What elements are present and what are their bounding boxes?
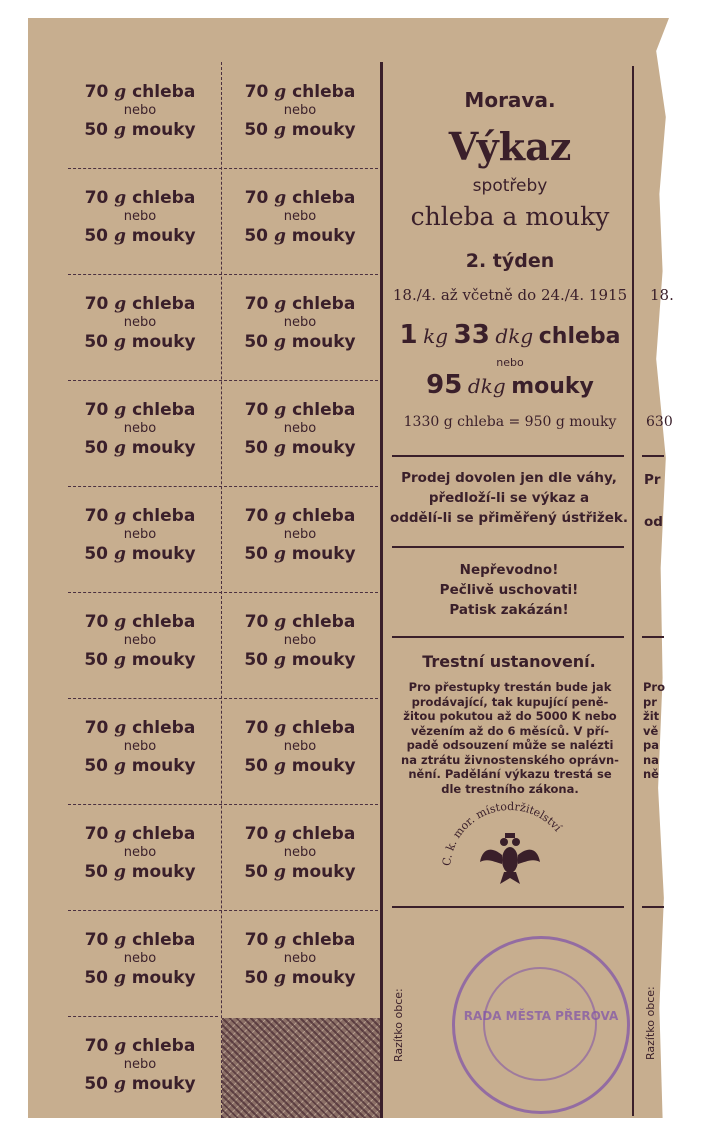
penalty-fragment-line: pa [643, 738, 659, 752]
coupon-word: mouky [131, 650, 196, 670]
coupon-stub [220, 592, 380, 698]
coupon-word: mouky [291, 332, 356, 352]
coupon-word: chleba [132, 82, 196, 102]
coupon-word: mouky [131, 226, 196, 246]
coupon-flour [60, 332, 220, 352]
coupon-stub [220, 804, 380, 910]
coupon-num: 70 [84, 1036, 109, 1056]
coupon-unit: g [113, 650, 126, 670]
coupon-flour [220, 968, 380, 988]
coupon-unit: g [113, 226, 126, 246]
coupon-word: chleba [292, 82, 356, 102]
coupon-flour [60, 756, 220, 776]
perforation-horizontal [68, 698, 378, 699]
coupon-flour [220, 226, 380, 246]
coupon-unit: g [113, 438, 126, 458]
coupon-unit: g [114, 188, 127, 208]
validity-dates: 18./4. až včetně do 24./4. 1915 [392, 286, 628, 304]
penalty-fragment-line: Pro [643, 680, 666, 694]
coupon-unit: g [113, 120, 126, 140]
coupon-unit: g [273, 332, 286, 352]
seal-text: C. k. mor. místodržitelství [440, 800, 565, 867]
penalty-line: nění. Padělání výkazu trestá se [408, 767, 612, 781]
coupon-num: 50 [84, 756, 109, 776]
coupon-bread [220, 188, 380, 208]
coupon-flour [60, 862, 220, 882]
next-card-equation-fragment: 630 [646, 414, 673, 430]
coupon-unit: g [274, 930, 287, 950]
sale-rule-line: oddělí-li se přiměřený ústřižek. [389, 510, 629, 526]
perforation-horizontal [68, 274, 378, 275]
coupon-or: nebo [283, 315, 317, 330]
sale-rule-line: předloží-li se výkaz a [428, 490, 590, 506]
penalty-line: dle trestního zákona. [441, 781, 579, 796]
coupon-word: chleba [132, 930, 196, 950]
coupon-word: mouky [291, 756, 356, 776]
perforation-horizontal [68, 910, 378, 911]
coupon-flour [220, 862, 380, 882]
warnings [388, 560, 630, 620]
coupon-or: nebo [123, 845, 157, 860]
warning-line: Nepřevodno! [459, 562, 559, 578]
coupon-word: chleba [292, 930, 356, 950]
coupon-num: 50 [84, 332, 109, 352]
coupon-num: 70 [244, 82, 269, 102]
svg-text:C. k. mor. místodržitelství [440, 800, 564, 867]
perforation-horizontal [68, 168, 378, 169]
unit-kg: kg [423, 324, 449, 348]
coupon-word: chleba [132, 824, 196, 844]
coupon-unit: g [113, 544, 126, 564]
coupon-num: 70 [84, 82, 109, 102]
coupon-word: mouky [291, 544, 356, 564]
coupon-bread [60, 824, 220, 844]
coupon-stub [220, 274, 380, 380]
coupon-stub [220, 62, 380, 168]
coupon-bread [220, 506, 380, 526]
coupon-unit: g [114, 718, 127, 738]
penalty-line: Pro přestupky trestán bude jak [408, 680, 612, 694]
coupon-bread [60, 400, 220, 420]
penalty-line: na ztrátu živnostenského oprávn- [401, 752, 619, 767]
unit-flour-dkg: dkg [467, 374, 506, 398]
coupon-or: nebo [123, 421, 157, 436]
divider-4 [392, 906, 624, 908]
coupon-stub [60, 168, 220, 274]
coupon-word: chleba [292, 718, 356, 738]
coupon-or: nebo [283, 951, 317, 966]
coupon-flour [220, 438, 380, 458]
coupon-num: 70 [244, 612, 269, 632]
coupon-flour [60, 544, 220, 564]
coupon-bread [220, 930, 380, 950]
coupon-word: chleba [292, 400, 356, 420]
coupon-num: 50 [244, 650, 269, 670]
coupon-or: nebo [123, 951, 157, 966]
coupon-bread [220, 400, 380, 420]
coupon-unit: g [273, 544, 286, 564]
coupon-num: 70 [244, 718, 269, 738]
coupon-flour [220, 756, 380, 776]
coupon-unit: g [274, 612, 287, 632]
coupon-unit: g [114, 506, 127, 526]
municipal-stamp-label: Razítko obce: [392, 988, 405, 1062]
coupon-stub [60, 592, 220, 698]
coupon-bread [60, 612, 220, 632]
coupon-num: 70 [244, 188, 269, 208]
coupon-word: mouky [291, 226, 356, 246]
coupon-word: mouky [131, 862, 196, 882]
penalty-fragment-line: vě [643, 723, 659, 738]
coupon-num: 70 [244, 400, 269, 420]
perforation-horizontal [68, 486, 378, 487]
coupon-unit: g [114, 1036, 127, 1056]
coupon-stub [220, 168, 380, 274]
allowance-bread [390, 320, 630, 350]
coupon-unit: g [273, 120, 286, 140]
coupon-word: chleba [132, 1036, 196, 1056]
coupon-stub [220, 910, 380, 1016]
penalty-text [388, 680, 632, 796]
coupon-word: chleba [292, 506, 356, 526]
coupon-word: chleba [132, 612, 196, 632]
municipal-council-stamp [452, 936, 630, 1114]
coupon-unit: g [114, 400, 127, 420]
coupon-or: nebo [283, 209, 317, 224]
coupon-bread [220, 718, 380, 738]
coupon-num: 50 [244, 968, 269, 988]
coupon-unit: g [273, 650, 286, 670]
coupon-stub [60, 380, 220, 486]
coupon-unit: g [274, 400, 287, 420]
coupon-or: nebo [123, 633, 157, 648]
coupon-num: 50 [244, 862, 269, 882]
coupon-word: mouky [291, 862, 356, 882]
coupon-bread [60, 930, 220, 950]
coupon-num: 50 [84, 120, 109, 140]
coupon-word: mouky [291, 650, 356, 670]
coupon-num: 70 [84, 824, 109, 844]
coupon-unit: g [274, 506, 287, 526]
coupon-flour [60, 120, 220, 140]
coupon-unit: g [114, 930, 127, 950]
coupon-flour [220, 120, 380, 140]
coupon-num: 50 [244, 544, 269, 564]
coupon-unit: g [273, 226, 286, 246]
coupon-word: chleba [292, 824, 356, 844]
next-card-sale-fragment: Pr [644, 472, 661, 488]
coupon-word: mouky [291, 968, 356, 988]
coupon-num: 50 [84, 226, 109, 246]
coupon-or: nebo [283, 633, 317, 648]
coupon-bread [60, 82, 220, 102]
coupon-num: 50 [84, 968, 109, 988]
coupon-unit: g [113, 756, 126, 776]
coupon-num: 50 [84, 862, 109, 882]
coupon-num: 50 [84, 438, 109, 458]
coupon-or: nebo [283, 527, 317, 542]
coupon-stub [220, 486, 380, 592]
coupon-stub [60, 698, 220, 804]
divider-2 [392, 546, 624, 548]
warning-line: Pečlivě uschovati! [439, 582, 579, 598]
coupon-flour [60, 1074, 220, 1094]
coupon-word: mouky [131, 544, 196, 564]
coupon-num: 50 [244, 756, 269, 776]
perforation-horizontal [68, 1016, 218, 1017]
penalty-line: prodávající, tak kupující peně- [411, 694, 609, 709]
coupon-stub [60, 274, 220, 380]
coupon-unit: g [273, 862, 286, 882]
coupon-num: 70 [244, 506, 269, 526]
coupon-word: mouky [131, 438, 196, 458]
coupon-bread [60, 294, 220, 314]
coupon-word: mouky [291, 120, 356, 140]
coupon-word: mouky [131, 1074, 196, 1094]
week-label: 2. týden [465, 250, 555, 272]
coupon-stub [60, 804, 220, 910]
next-card-sale-fragment: od [644, 514, 663, 530]
penalty-title: Trestní ustanovení. [422, 652, 596, 671]
amount-kg: 1 [399, 320, 418, 350]
coupon-flour [60, 226, 220, 246]
coupon-unit: g [113, 1074, 126, 1094]
coupon-num: 70 [244, 824, 269, 844]
coupon-num: 70 [84, 188, 109, 208]
coupon-unit: g [274, 824, 287, 844]
coupon-bread [220, 824, 380, 844]
next-card-divider [642, 906, 664, 908]
coupon-word: mouky [131, 332, 196, 352]
perforation-horizontal [68, 592, 378, 593]
main-divider [380, 62, 383, 1118]
coupon-flour [60, 968, 220, 988]
coupon-num: 50 [244, 120, 269, 140]
coupon-num: 50 [244, 332, 269, 352]
perforation-horizontal [68, 380, 378, 381]
sale-rule [388, 468, 630, 528]
coupon-or: nebo [123, 103, 157, 118]
coupon-unit: g [114, 612, 127, 632]
coupon-word: chleba [132, 400, 196, 420]
perforation-horizontal [68, 804, 378, 805]
coupon-num: 70 [244, 294, 269, 314]
coupon-unit: g [274, 294, 287, 314]
conversion-equation: 1330 g chleba = 950 g mouky [403, 414, 617, 430]
divider-1 [392, 455, 624, 457]
coupon-bread [220, 82, 380, 102]
card-title: Výkaz [448, 124, 572, 169]
coupon-num: 70 [84, 612, 109, 632]
coupon-or: nebo [283, 103, 317, 118]
coupon-or: nebo [123, 315, 157, 330]
sale-rule-line: Prodej dovolen jen dle váhy, [401, 470, 617, 486]
coupon-stub [220, 380, 380, 486]
coupon-bread [60, 1036, 220, 1056]
allowance-flour [390, 370, 630, 400]
coupon-or: nebo [123, 209, 157, 224]
coupon-or: nebo [123, 527, 157, 542]
coupon-bread [60, 506, 220, 526]
unit-dkg: dkg [495, 324, 534, 348]
coupon-flour [60, 438, 220, 458]
coupon-or: nebo [123, 1057, 157, 1072]
subtitle-usage: spotřeby [472, 176, 548, 196]
right-divider [632, 66, 634, 1116]
coupon-unit: g [114, 82, 127, 102]
coupon-word: mouky [291, 438, 356, 458]
coupon-unit: g [113, 332, 126, 352]
coupon-bread [220, 294, 380, 314]
coupon-bread [60, 188, 220, 208]
coupon-unit: g [113, 968, 126, 988]
penalty-fragment-line: na [643, 752, 659, 767]
coupon-num: 70 [244, 930, 269, 950]
coupon-stub [60, 486, 220, 592]
coupon-word: chleba [132, 718, 196, 738]
governorate-seal [430, 800, 590, 890]
next-card-divider [642, 455, 664, 457]
flour-word: mouky [511, 374, 594, 399]
coupon-bread [220, 612, 380, 632]
coupon-num: 70 [84, 718, 109, 738]
coupon-num: 50 [244, 438, 269, 458]
coupon-num: 50 [84, 544, 109, 564]
coupon-num: 70 [84, 400, 109, 420]
coupon-unit: g [274, 188, 287, 208]
coupon-stub [220, 698, 380, 804]
coupon-word: mouky [131, 120, 196, 140]
coupon-unit: g [113, 862, 126, 882]
coupon-stub [60, 910, 220, 1016]
coupon-word: chleba [132, 506, 196, 526]
or-label: nebo [496, 356, 524, 369]
coupon-word: mouky [131, 756, 196, 776]
cancelled-pattern-block [222, 1018, 380, 1118]
coupon-word: chleba [292, 612, 356, 632]
coupon-flour [220, 544, 380, 564]
coupon-or: nebo [123, 739, 157, 754]
stamp-text: RADA MĚSTA PŘEROVA [463, 1009, 619, 1023]
coupon-word: chleba [132, 294, 196, 314]
coupon-bread [60, 718, 220, 738]
eagle-icon [480, 833, 540, 884]
coupon-unit: g [274, 718, 287, 738]
next-card-stamp-label: Razítko obce: [644, 986, 657, 1060]
penalty-fragment-line: pr [643, 694, 657, 709]
coupon-word: mouky [131, 968, 196, 988]
subtitle-bread-flour: chleba a mouky [410, 202, 610, 231]
penalty-fragment-line: žit [643, 709, 660, 723]
coupon-num: 70 [84, 930, 109, 950]
coupon-stub [60, 62, 220, 168]
next-card-penalty-fragment [643, 680, 665, 782]
coupon-num: 70 [84, 294, 109, 314]
coupon-num: 50 [84, 1074, 109, 1094]
coupon-num: 50 [244, 226, 269, 246]
coupon-unit: g [273, 756, 286, 776]
amount-dkg: 33 [453, 320, 490, 350]
coupon-unit: g [114, 824, 127, 844]
penalty-line: vězením až do 6 měsíců. V pří- [411, 723, 609, 738]
coupon-unit: g [114, 294, 127, 314]
coupon-flour [60, 650, 220, 670]
next-card-divider [642, 636, 664, 638]
penalty-line: žitou pokutou až do 5000 K nebo [403, 709, 617, 723]
coupon-flour [220, 650, 380, 670]
perforation-vertical [221, 62, 222, 1118]
coupon-unit: g [273, 438, 286, 458]
coupon-word: chleba [132, 188, 196, 208]
coupon-num: 70 [84, 506, 109, 526]
coupon-or: nebo [283, 421, 317, 436]
next-card-dates-fragment: 18. [650, 286, 674, 304]
stamp-emblem [483, 967, 597, 1081]
coupon-stub [60, 1016, 220, 1122]
bread-word: chleba [538, 324, 621, 349]
coupon-word: chleba [292, 294, 356, 314]
divider-3 [392, 636, 624, 638]
coupon-num: 50 [84, 650, 109, 670]
coupon-unit: g [274, 82, 287, 102]
coupon-flour [220, 332, 380, 352]
coupon-unit: g [273, 968, 286, 988]
warning-line: Patisk zakázán! [449, 602, 569, 618]
penalty-line: padě odsouzení může se nalézti [406, 738, 614, 752]
coupon-or: nebo [283, 845, 317, 860]
penalty-fragment-line: ně [643, 767, 659, 781]
amount-flour-dkg: 95 [426, 370, 463, 400]
region-label: Morava. [464, 88, 556, 112]
coupon-or: nebo [283, 739, 317, 754]
coupon-word: chleba [292, 188, 356, 208]
